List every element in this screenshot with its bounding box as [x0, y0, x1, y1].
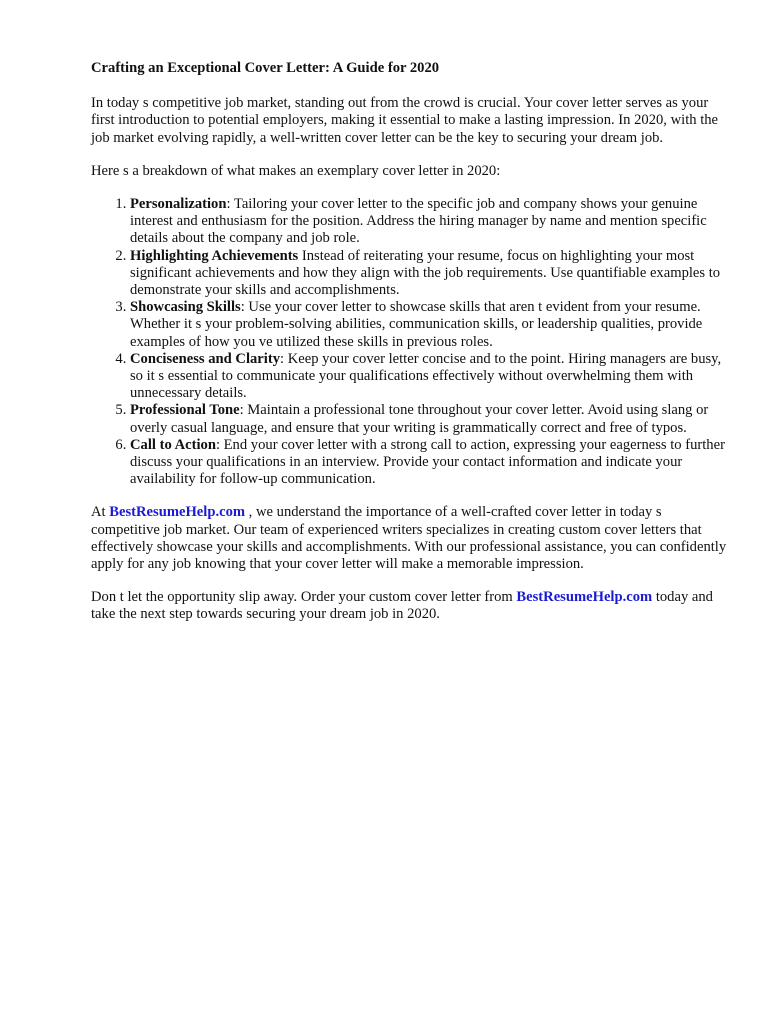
list-item-term: Showcasing Skills — [130, 299, 241, 316]
list-item-highlighting-achievements — [130, 248, 727, 300]
intro-paragraph: In today s competitive job market, standing out from the crowd is crucial. Your cover letter serves as your first introduction to potential employers, making it essential to make a lasting impression. In 2020, with the job market evolving rapidly, a well-written cover letter can be the key to securing your dream job. — [91, 95, 719, 146]
bestresumehelp-link[interactable]: BestResumeHelp.com — [109, 504, 246, 521]
closing-paragraph — [91, 589, 727, 623]
list-item-text: Instead of reiterating your resume, focus on highlighting your most significant achievements and how they align with the job requirements. Use quantifiable examples to demonstrate your skills and accomplishments. — [130, 247, 721, 299]
list-item-text: : Use your cover letter to showcase skills that aren t evident from your resume. Whether it s your problem-solving abilities, communication skills, or leadership qualities, provide examples of how you ve utilized these skills in previous roles. — [130, 299, 703, 350]
company-paragraph — [91, 504, 727, 573]
list-item-term: Conciseness and Clarity — [130, 350, 280, 367]
list-item-term: Call to Action — [130, 436, 216, 453]
list-item-term: Professional Tone — [130, 402, 240, 419]
closing-paragraph-body: today and take the next step towards securing your dream job in 2020. — [91, 589, 713, 623]
company-paragraph-body: , we understand the importance of a well-crafted cover letter in today s competitive job market. Our team of experienced writers specializes in creating custom cover letters that effectively showcase your skills and accomplishments. With our professional assistance, you can confidently apply for any job knowing that your cover letter will make a memorable impression. — [91, 504, 727, 573]
list-item-call-to-action — [130, 437, 727, 489]
list-item-showcasing-skills — [130, 299, 727, 351]
list-item-personalization — [130, 196, 727, 248]
tips-list — [91, 196, 727, 488]
document-page — [91, 60, 727, 640]
list-item-text: : Tailoring your cover letter to the specific job and company shows your genuine interest and enthusiasm for the position. Address the hiring manager by name and mention specific details about the company and job role. — [130, 196, 707, 247]
list-item-term: Personalization — [130, 196, 227, 213]
closing-paragraph-prefix: Don t let the opportunity slip away. Order your custom cover letter from — [91, 589, 517, 606]
list-item-conciseness-clarity — [130, 351, 727, 403]
list-item-text: : End your cover letter with a strong call to action, expressing your eagerness to further discuss your qualifications in an interview. Provide your contact information and indicate your availability for follow-up communication. — [130, 436, 725, 488]
list-item-term: Highlighting Achievements — [130, 247, 299, 264]
bestresumehelp-link[interactable]: BestResumeHelp.com — [516, 589, 653, 606]
company-paragraph-prefix: At — [91, 504, 110, 521]
list-item-professional-tone — [130, 402, 727, 436]
list-item-text: : Keep your cover letter concise and to the point. Hiring managers are busy, so it s essential to communicate your qualifications effectively without overwhelming them with unnecessary details. — [130, 350, 722, 402]
document-title: Crafting an Exceptional Cover Letter: A Guide for 2020 — [91, 60, 440, 76]
breakdown-lead: Here s a breakdown of what makes an exemplary cover letter in 2020: — [91, 162, 501, 179]
list-item-text: : Maintain a professional tone throughout your cover letter. Avoid using slang or overly casual language, and ensure that your writing is grammatically correct and free of typos. — [130, 402, 709, 436]
